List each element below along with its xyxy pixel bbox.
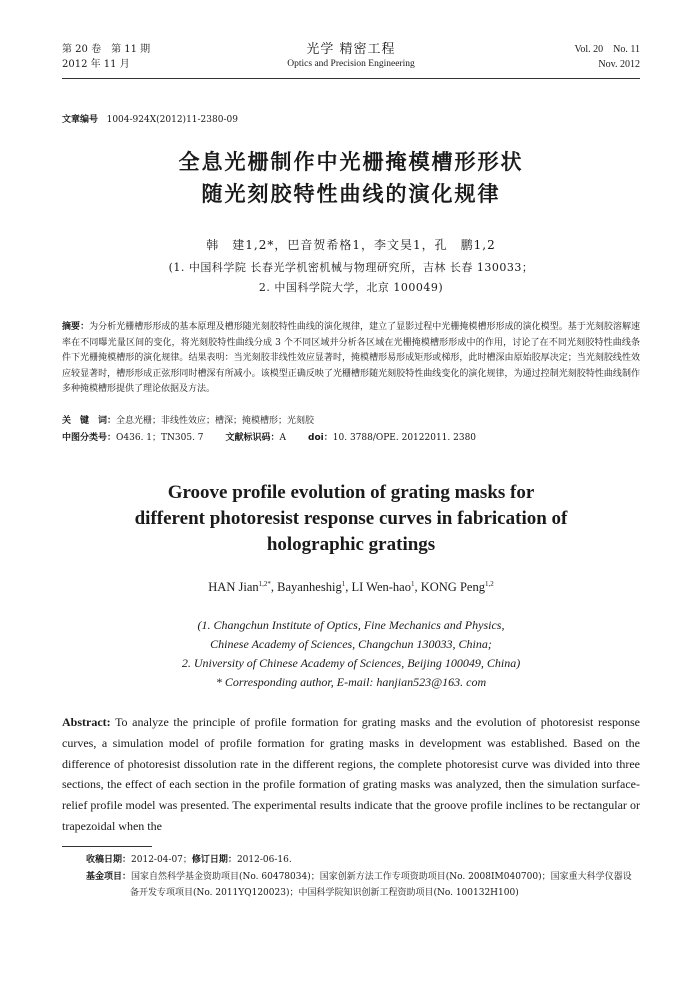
affiliation-cn-1: (1. 中国科学院 长春光学机密机械与物理研究所，吉林 长春 130033； (168, 261, 534, 274)
affiliation-en-2: Chinese Academy of Sciences, Changchun 130033, China; (210, 637, 492, 651)
doc-code-value: A (279, 433, 287, 443)
abstract-cn (62, 320, 640, 398)
title-en-line-1: Groove profile evolution of grating masks for (167, 482, 535, 503)
corresponding-author: * Corresponding author, E-mail: hanjian523@163. com (215, 675, 487, 689)
journal-name-cn: 光学 精密工程 (306, 42, 396, 57)
title-en (62, 480, 640, 558)
classification-line (62, 431, 640, 446)
keywords-cn-text: 全息光栅；非线性效应；槽深；掩模槽形；光刻胶 (116, 416, 315, 426)
abstract-en-label: Abstract: (62, 715, 111, 729)
journal-name-en: Optics and Precision Engineering (287, 59, 415, 69)
affiliations-cn (62, 258, 640, 298)
authors-en: HAN Jian$^{1,2*}$, Bayanheshig$^1$, LI Wen-hao$^1$, KONG Peng$^{1,2}$ (208, 580, 494, 595)
funding-label: 基金项目： (86, 871, 132, 882)
date-en: Nov. 2012 (598, 59, 640, 70)
abstract-cn-label: 摘要： (62, 322, 90, 332)
dates-line (86, 852, 640, 869)
author-en-2: Bayanheshig (277, 580, 342, 595)
funding-line (86, 869, 640, 902)
doi-value: 10. 3788/OPE. 20122011. 2380 (332, 433, 477, 443)
affiliations-en (62, 616, 640, 692)
affiliation-en-3: 2. University of Chinese Academy of Sciences, Beijing 100049, China) (181, 656, 521, 670)
volume-cn: 第 20 卷 第 11 期 (62, 44, 151, 55)
abstract-cn-text: 为分析光栅槽形形成的基本原理及槽形随光刻胶特性曲线的演化规律，建立了显影过程中光栅掩模槽形形成的演化模型。基于光刻胶溶解速率在不同曝光量区间的变化，将光刻胶特性曲线分成 3 个不同区域并分析各区域在光栅掩模槽形形成中的作用，讨论了在不同光刻胶特性曲线条件下光栅掩模槽形的演化规律。结果表明：当光刻胶非线性效应显著时，掩模槽形易形成矩形或梯形，此时槽深由原始胶厚决定；当光刻胶线性效应较显著时，槽形形成正弦形同时槽深有所减小。该模型正确反映了光栅槽形随光刻胶特性曲线变化的演化规律，为通过控制光刻胶特性曲线制作多种掩模槽形提供了理论依据及方法。 (62, 322, 640, 395)
received-label: 收稿日期： (86, 855, 132, 865)
clc-label: 中图分类号： (62, 433, 117, 443)
author-en-3: LI Wen-hao (351, 580, 411, 595)
header-right (574, 42, 640, 72)
abstract-en-text: To analyze the principle of profile formation for grating masks and the evolution of photoresist response curves, a simulation model of profile formation for grating masks in development was established. Based on the difference of photoresist dissolution rate in the different regions, the complete photoresist curve was divided into three sections, the effect of each section in the profile formation of grating masks was analyzed, then the simulation surface-relief profile model was presented. The experimental results indicate that the groove profile inclines to be rectangular or trapezoidal when the (62, 715, 640, 833)
title-cn-line-1: 全息光栅制作中光栅掩模槽形形状 (178, 150, 524, 174)
title-en-line-2: different photoresist response curves in fabrication of (134, 508, 568, 529)
received-date: 2012-04-07； (131, 855, 192, 865)
clc-value: O436. 1；TN305. 7 (116, 433, 204, 443)
article-number-label: 文章编号 (62, 115, 99, 125)
volume-en: Vol. 20 No. 11 (574, 44, 640, 55)
revised-date: 2012-06-16. (236, 855, 292, 865)
author-en-4: KONG Peng (420, 580, 485, 595)
funding-text: 国家自然科学基金资助项目(No. 60478034)；国家创新方法工作专项资助项目(No. 2008IM040700)；国家重大科学仪器设备开发专项项目(No. 2011YQ120023)；中国科学院知识创新工程资助项目(No. 100132H100) (130, 871, 632, 898)
author-en-1-sup: 1,2* (258, 580, 271, 588)
footnote (86, 852, 640, 902)
header-divider (62, 78, 640, 79)
doi-label: doi： (308, 433, 333, 443)
running-header (62, 42, 640, 76)
keywords-cn-label: 关 键 词： (62, 416, 117, 426)
title-en-line-3: holographic gratings (266, 534, 436, 555)
author-en-3-sup: 1 (410, 580, 415, 588)
date-cn: 2012 年 11 月 (62, 59, 130, 70)
author-en-4-sup: 1,2 (484, 580, 494, 588)
abstract-en (62, 712, 640, 837)
keywords-cn (62, 414, 640, 429)
revised-label: 修订日期： (191, 855, 237, 865)
title-cn (62, 146, 640, 210)
affiliation-en-1: (1. Changchun Institute of Optics, Fine Mechanics and Physics, (197, 618, 505, 632)
authors-cn: 韩 建1,2*，巴音贺希格1，李文昊1，孔 鹏1,2 (206, 238, 496, 252)
header-center (62, 42, 640, 72)
article-number (62, 112, 238, 125)
author-en-2-sup: 1 (341, 580, 346, 588)
footnote-divider (62, 846, 152, 847)
doc-code-label: 文献标识码： (225, 433, 280, 443)
affiliation-cn-2: 2. 中国科学院大学，北京 100049) (258, 281, 444, 294)
title-cn-line-2: 随光刻胶特性曲线的演化规律 (201, 182, 501, 206)
article-number-value: 1004-924X(2012)11-2380-09 (106, 115, 238, 125)
author-en-1: HAN Jian (208, 580, 259, 595)
